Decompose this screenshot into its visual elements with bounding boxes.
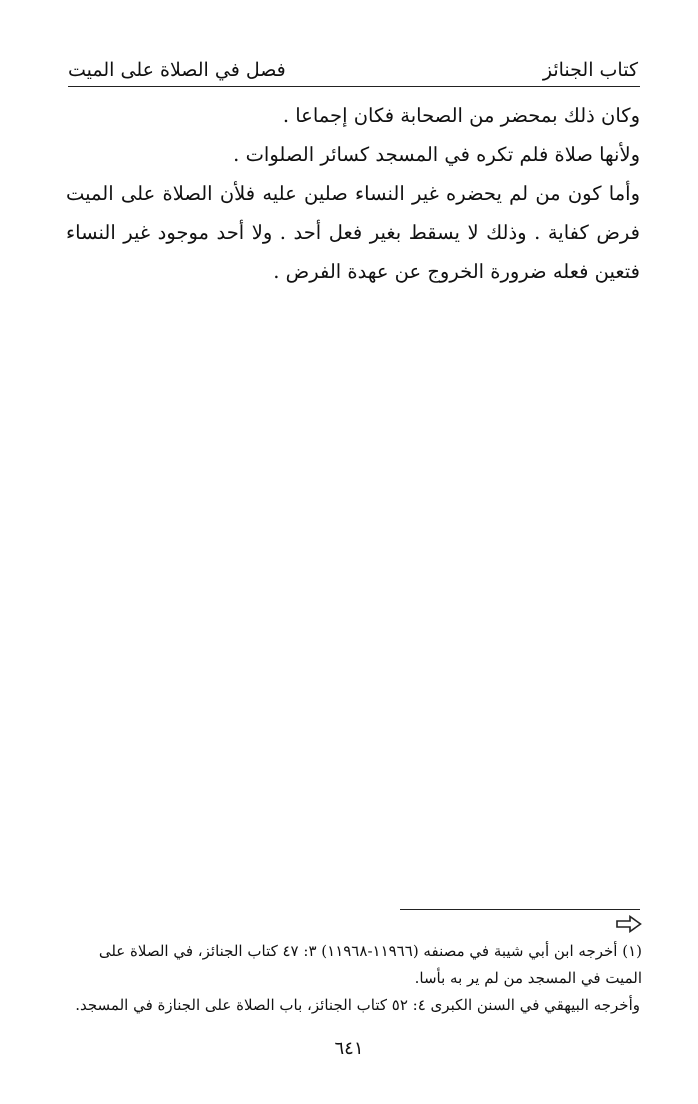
arrow-right-outline-icon [616, 915, 642, 933]
chapter-title: كتاب الجنائز [542, 59, 638, 81]
paragraph: وكان ذلك بمحضر من الصحابة فكان إجماعا . [282, 104, 640, 127]
footnote: (١) أخرجه ابن أبي شيبة في مصنفه (١١٩٦٦-١١٩٦٨) ٣: ٤٧ كتاب الجنائز، في الصلاة على الميت في المسجد من لم ير به بأسا. [98, 942, 642, 987]
footnote-rule [400, 909, 640, 910]
header-rule [68, 86, 640, 87]
paragraph: وأما كون من لم يحضره غير النساء صلين عليه فلأن الصلاة على الميت فرض كفاية . وذلك لا يسقط بغير فعل أحد . ولا أحد موجود غير النساء فتعين فعله ضرورة الخروج عن عهدة الفرض . [66, 182, 640, 283]
footnote: وأخرجه البيهقي في السنن الكبرى ٤: ٥٢ كتاب الجنائز، باب الصلاة على الجنازة في المسجد. [75, 996, 640, 1014]
paragraph: ولأنها صلاة فلم تكره في المسجد كسائر الصلوات . [233, 143, 640, 166]
page-number: ٦٤١ [334, 1038, 364, 1059]
footnotes [64, 938, 642, 1019]
main-text [66, 96, 640, 291]
section-title: فصل في الصلاة على الميت [68, 59, 286, 81]
running-header [68, 50, 638, 84]
